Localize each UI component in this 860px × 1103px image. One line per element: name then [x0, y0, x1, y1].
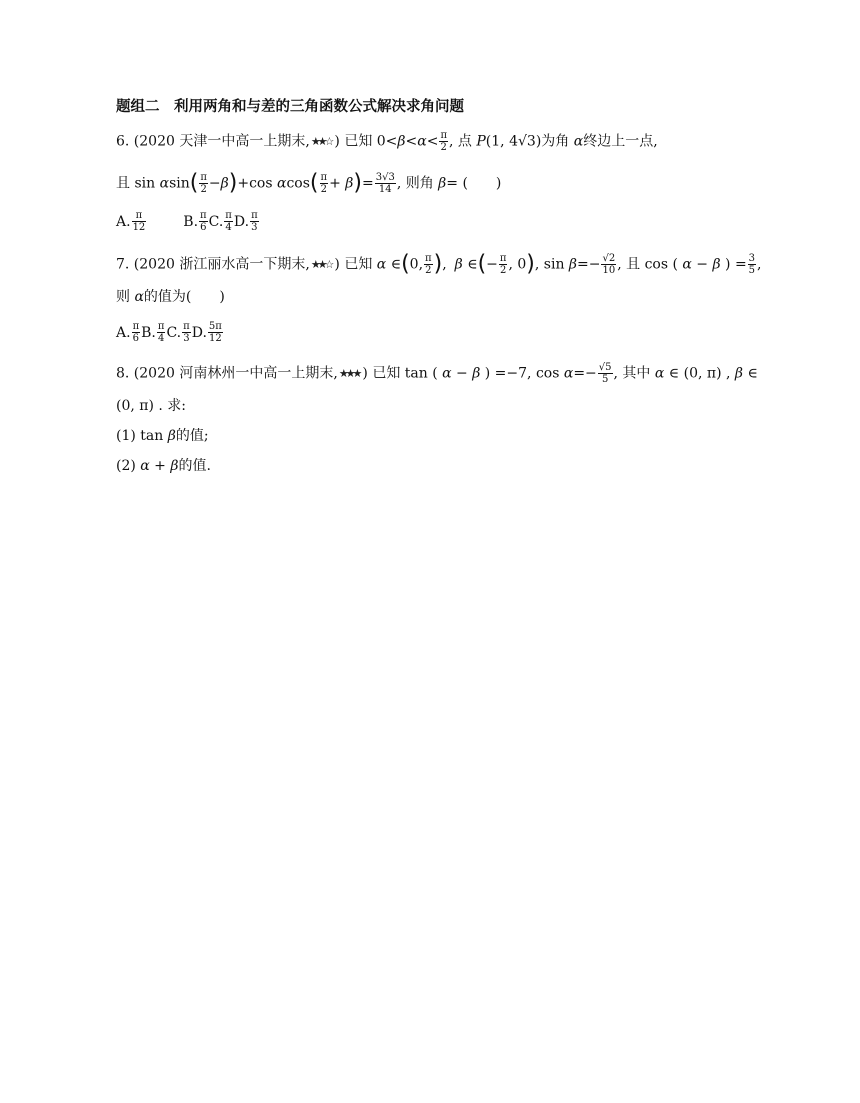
question-8-line-2: (0, π) . 求:	[116, 398, 186, 414]
option-c: C. $\frac{\pi}{4}$	[208, 210, 232, 233]
fraction: $\frac{\pi}{2}$	[425, 253, 432, 276]
difficulty-stars-icon: ★★☆	[310, 257, 332, 271]
option-d: D. $\frac{5\pi}{12}$	[191, 321, 222, 344]
fraction: $\frac{√5}{5}$	[598, 362, 612, 385]
q8-source: 8. (2020 河南林州一中高一上期末,	[116, 365, 338, 382]
difficulty-stars-icon: ★★☆	[310, 134, 332, 148]
option-a: A. $\frac{\pi}{6}$	[116, 321, 140, 344]
sqrt-3: √3	[517, 133, 536, 150]
fraction: $\frac{\pi}{2}$	[440, 130, 448, 153]
question-6-options	[116, 210, 260, 233]
question-6-line-2: 且 sin αsin( $\frac{\pi}{2}$ −β)+cos αcos( $\frac{\pi}{2}$ + β)= $\frac{3√3}{14}$ , 则角 β= ( )	[116, 170, 502, 196]
question-6-line-1: 6. (2020 天津一中高一上期末,★★☆ ) 已知 0<β<α< $\frac{\pi}{2}$ , 点 P(1, 4√3)为角 α终边上一点,	[116, 130, 658, 153]
difficulty-stars-icon: ★★★	[338, 366, 360, 380]
question-8-part-2: (2) α + β的值.	[116, 458, 211, 474]
question-8-part-1: (1) tan β的值;	[116, 428, 209, 444]
option-b: B. $\frac{\pi}{4}$	[141, 321, 165, 344]
fraction: $\frac{3√3}{14}$	[375, 172, 395, 195]
fraction: $\frac{\pi}{2}$	[320, 172, 328, 195]
question-8-line-1: 8. (2020 河南林州一中高一上期末,★★★ ) 已知 tan ( α − β ) =−7, cos α=− $\frac{√5}{5}$ , 其中 α ∈ (0, π) , β ∈	[116, 362, 758, 385]
fraction: $\frac{\pi}{2}$	[499, 253, 507, 276]
option-b: B. $\frac{\pi}{6}$	[183, 210, 207, 233]
section-heading: 题组二 利用两角和与差的三角函数公式解决求角问题	[116, 99, 464, 115]
option-d: D. $\frac{\pi}{3}$	[233, 210, 258, 233]
question-7-options	[116, 321, 224, 344]
fraction: $\frac{\pi}{2}$	[200, 172, 207, 195]
question-7-line-1: 7. (2020 浙江丽水高一下期末,★★☆ ) 已知 α ∈(0, $\frac{\pi}{2}$ ), β ∈(− $\frac{\pi}{2}$ , 0), sin β=− $\frac{√2}{10}$ , 且 cos ( α − β ) = $\frac{3}{5}$ ,	[116, 251, 762, 277]
fraction: $\frac{√2}{10}$	[602, 253, 616, 276]
q7-source: 7. (2020 浙江丽水高一下期末,	[116, 256, 310, 273]
option-c: C. $\frac{\pi}{3}$	[166, 321, 190, 344]
option-a: A. $\frac{\pi}{12}$	[116, 210, 146, 233]
fraction: $\frac{3}{5}$	[748, 253, 756, 276]
question-7-line-2: 则 α的值为( )	[116, 289, 225, 305]
q6-source: 6. (2020 天津一中高一上期末,	[116, 133, 310, 150]
